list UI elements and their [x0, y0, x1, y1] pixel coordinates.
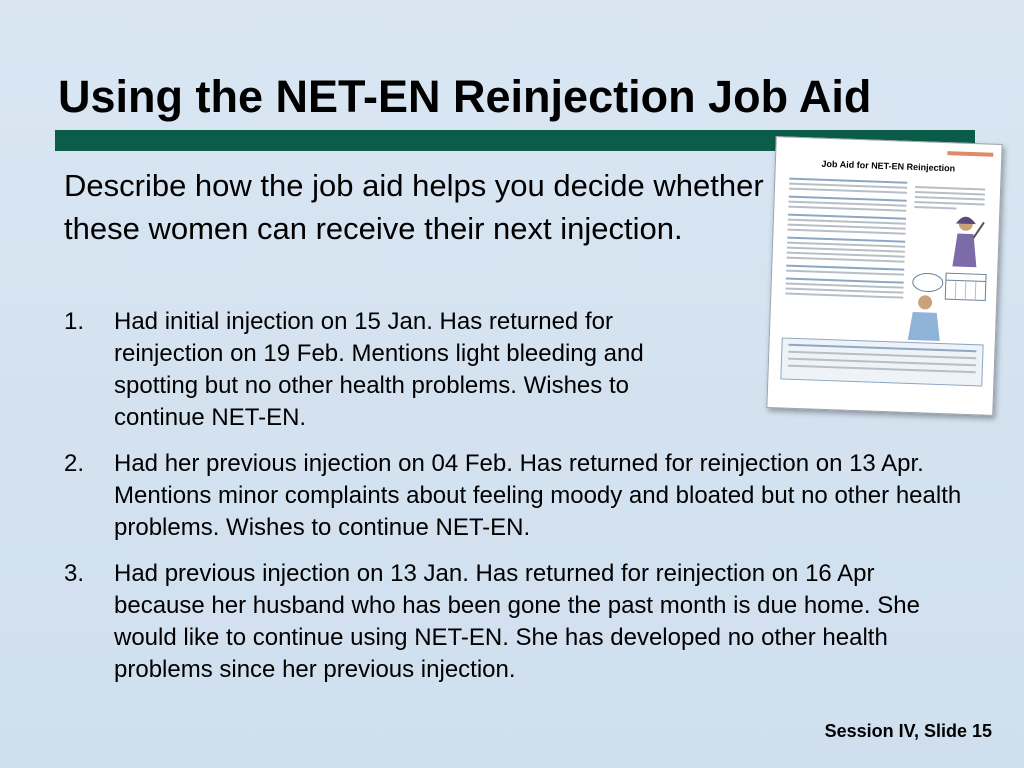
case-item	[64, 448, 964, 544]
case-number: 2.	[64, 450, 85, 477]
job-aid-thumbnail	[766, 136, 1002, 416]
case-text: Had her previous injection on 04 Feb. Has returned for reinjection on 13 Apr. Mentions minor complaints about feeling moody and bloated but no other health problems. Wishes to continue NET-EN.	[114, 450, 962, 541]
nurse-illustration	[944, 211, 986, 272]
slide-footer: Session IV, Slide 15	[824, 721, 992, 741]
case-text: Had initial injection on 15 Jan. Has returned for reinjection on 19 Feb. Mentions light bleeding and spotting but no other health problems. Wishes to continue NET-EN.	[114, 308, 644, 431]
job-aid-corner-mark	[947, 151, 993, 157]
prompt-text: Describe how the job aid helps you decide whether these women can receive their next injection.	[64, 168, 764, 246]
woman-illustration	[902, 292, 954, 344]
case-item	[64, 306, 724, 434]
job-aid-steps	[785, 178, 907, 302]
case-text: Had previous injection on 13 Jan. Has returned for reinjection on 16 Apr because her husband who has been gone the past month is due home. She would like to continue using NET-EN. She has developed no other health problems since her previous injection.	[114, 560, 920, 683]
case-number: 3.	[64, 560, 85, 587]
job-aid-title: Job Aid for NET-EN Reinjection	[821, 158, 956, 174]
slide-title: Using the NET-EN Reinjection Job Aid	[58, 71, 872, 122]
job-aid-side-notes	[914, 186, 985, 213]
case-item	[64, 558, 964, 686]
job-aid-note-box	[780, 337, 983, 386]
case-number: 1.	[64, 308, 85, 335]
